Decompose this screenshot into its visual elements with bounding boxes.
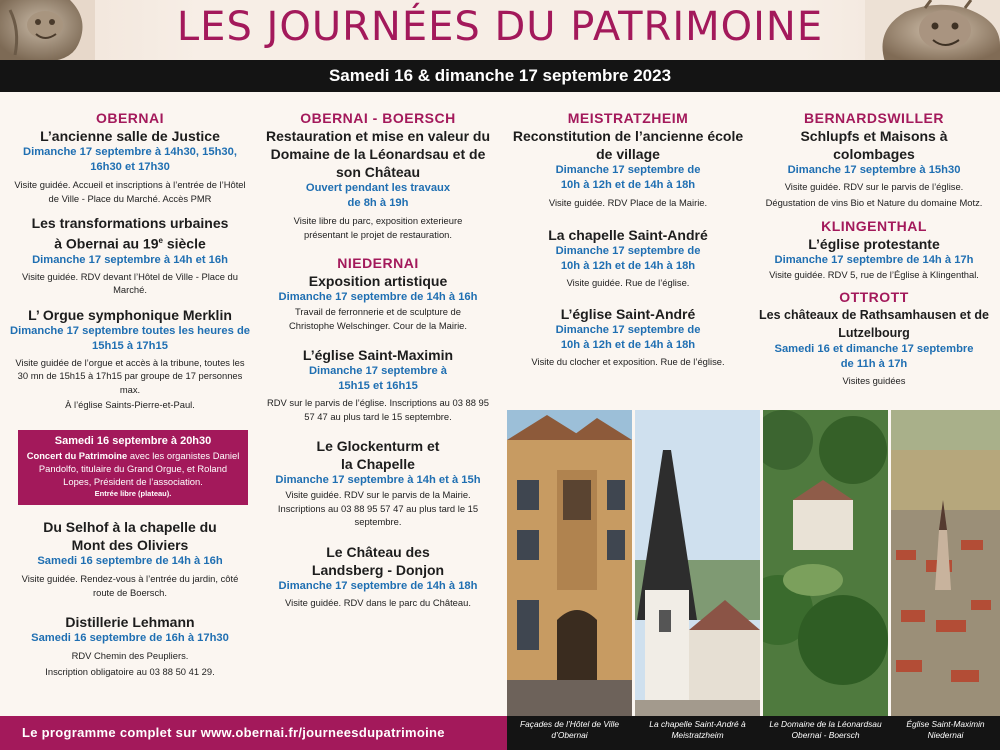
concert-box: [18, 430, 248, 505]
town-heading: NIEDERNAI: [337, 255, 419, 271]
event-time: Samedi 16 septembre de 16h à 17h30: [31, 632, 229, 644]
superscript: e: [158, 236, 163, 245]
event-description: Visite guidée. RDV sur le parvis de la Mairie. Inscriptions au 03 88 95 57 47 au plus tard le 15 septembre.: [277, 489, 479, 527]
event-block: [262, 272, 494, 332]
event-time: Dimanche 17 septembre à 15h15 et 16h15: [308, 365, 448, 392]
event-description: Visites guidées: [842, 374, 906, 386]
event-description: Visite guidée. Rendez-vous à l’entrée du jardin, côté route de Boersch.: [21, 573, 239, 598]
column-meistratzheim: [506, 100, 750, 378]
program-link-footer[interactable]: Le programme complet sur www.obernai.fr/journeesdupatrimoine: [0, 716, 507, 750]
chapelle-photo: [635, 410, 760, 718]
event-contact: Inscription obligatoire au 03 88 50 41 29.: [45, 665, 215, 677]
town-heading: OBERNAI - BOERSCH: [300, 110, 456, 126]
concert-time: Samedi 16 septembre à 20h30: [54, 435, 212, 447]
column-obernai-boersch: [262, 100, 494, 618]
event-title: Le Château des Landsberg - Donjon: [311, 543, 445, 578]
event-title: La chapelle Saint-André: [548, 226, 708, 243]
eglise-saint-maximin-photo: [891, 410, 1000, 718]
event-block: [752, 235, 996, 282]
event-block: [262, 346, 494, 423]
column-bernardswiller: [752, 100, 996, 396]
event-description: Visite guidée. Accueil et inscriptions à l’entrée de l’Hôtel de Ville - Place du Marché. Accès PMR: [14, 179, 246, 204]
event-time: Dimanche 17 septembre de 10h à 12h et de 14h à 18h: [555, 324, 701, 351]
event-description: Visite du clocher et exposition. Rue de l’église.: [531, 356, 725, 367]
event-time: Dimanche 17 septembre à 14h et 16h: [32, 253, 228, 266]
event-block: [752, 127, 996, 209]
event-description: Visite guidée. RDV 5, rue de l’Église à Klingenthal.: [769, 269, 979, 280]
event-block: [10, 518, 250, 599]
event-time: Dimanche 17 septembre à 14h30, 15h30, 16h30 et 17h30: [23, 146, 237, 173]
event-block: [506, 305, 750, 369]
event-title: Du Selhof à la chapelle du Mont des Oliviers: [43, 519, 217, 553]
concert-description: [24, 449, 242, 488]
event-time: Dimanche 17 septembre toutes les heures de 15h15 à 17h15: [10, 324, 251, 352]
event-time: Ouvert pendant les travaux de 8h à 19h: [305, 182, 451, 209]
event-title: Reconstitution de l’ancienne école de village: [512, 128, 744, 162]
town-heading: OBERNAI: [95, 110, 165, 126]
event-time: Dimanche 17 septembre à 15h30: [787, 164, 961, 176]
date-banner: Samedi 16 & dimanche 17 septembre 2023: [0, 60, 1000, 92]
photo-caption: Église Saint-Maximin Niedernai: [906, 719, 985, 740]
event-block: [10, 613, 250, 678]
event-title-part: siècle: [162, 235, 206, 252]
event-time: Dimanche 17 septembre de 10h à 12h et de 14h à 18h: [555, 164, 701, 191]
town-heading: OTTROTT: [839, 288, 909, 305]
event-block: [506, 226, 750, 290]
event-description: Visite guidée de l’orgue et accès à la tribune, toutes les 30 mn de 15h15 à 17h15 par groupe de 17 personnes max.: [15, 356, 245, 395]
event-title: Distillerie Lehmann: [65, 614, 195, 630]
concert-text: avec les organistes Daniel Pandolfo, titulaire du Grand Orgue, et Roland Lopes, Président de l’association.: [38, 450, 240, 487]
hotel-de-ville-photo: [507, 410, 632, 718]
event-title: L’église Saint-Maximin: [302, 347, 454, 363]
event-title: Exposition artistique: [308, 273, 448, 289]
event-time: Dimanche 17 septembre de 14h à 17h: [774, 254, 974, 266]
event-time: Dimanche 17 septembre à 14h et à 15h: [275, 474, 481, 486]
event-description: Visite guidée. RDV sur le parvis de l’église.: [784, 181, 964, 192]
event-block: [262, 437, 494, 529]
event-block: [262, 543, 494, 610]
event-title: L’ancienne salle de Justice: [40, 128, 220, 144]
concert-title: Concert du Patrimoine: [26, 450, 128, 461]
event-title: Schlupfs et Maisons à colombages: [800, 128, 948, 162]
event-block: [10, 214, 250, 297]
event-description: Travail de ferronnerie et de sculpture de Christophe Welschinger. Cour de la Mairie.: [288, 306, 468, 331]
column-obernai: [10, 100, 250, 421]
page-title: LES JOURNÉES DU PATRIMOINE: [176, 4, 824, 50]
event-description: Visite libre du parc, exposition exterieure présentant le projet de restauration.: [293, 215, 463, 240]
town-heading: MEISTRATZHEIM: [567, 110, 689, 126]
event-time: Samedi 16 septembre de 14h à 16h: [37, 555, 223, 567]
event-title: Les châteaux de Rathsamhausen et de Lutzelbourg: [759, 307, 989, 340]
domaine-photo: [763, 410, 888, 718]
event-time: Samedi 16 et dimanche 17 septembre de 11h à 17h: [774, 342, 974, 370]
town-heading: BERNARDSWILLER: [804, 110, 944, 126]
concert-note: Entrée libre (plateau).: [94, 489, 172, 498]
event-location: À l’église Saints-Pierre-et-Paul.: [65, 399, 195, 411]
event-description: Visite guidée. RDV devant l’Hôtel de Ville - Place du Marché.: [22, 270, 238, 296]
event-title: Le Glockenturm et la Chapelle: [316, 438, 440, 472]
event-block: [506, 127, 750, 210]
event-description: RDV Chemin des Peupliers.: [71, 650, 189, 661]
photo-caption: La chapelle Saint-André à Meistratzheim: [649, 719, 746, 740]
event-title: Restauration et mise en valeur du Domaine de la Léonardsau et de son Château: [265, 128, 491, 180]
photo-caption: Façades de l’Hôtel de Ville d’Obernai: [519, 719, 619, 740]
event-description: Visite guidée. RDV dans le parc du Château.: [285, 596, 471, 608]
event-block: [10, 306, 250, 412]
event-title: [10, 214, 250, 253]
event-description: RDV sur le parvis de l’église. Inscriptions au 03 88 95 57 47 au plus tard le 15 septembre.: [267, 397, 489, 422]
event-description: Visite guidée. Rue de l’église.: [566, 276, 690, 288]
event-title: L’ Orgue symphonique Merklin: [28, 306, 232, 323]
event-title: L’église Saint-André: [560, 306, 696, 322]
event-time: Dimanche 17 septembre de 14h à 16h: [278, 291, 478, 303]
photo-caption: Le Domaine de la Léonardsau Obernai - Boersch: [769, 719, 882, 740]
event-extra: Dégustation de vins Bio et Nature du domaine Motz.: [765, 196, 983, 208]
town-heading: KLINGENTHAL: [821, 218, 927, 234]
event-title-part: à Obernai au 19: [54, 235, 159, 252]
event-block: [752, 306, 996, 388]
event-description: Visite guidée. RDV Place de la Mairie.: [548, 197, 708, 208]
event-title-part: Les transformations urbaines: [31, 215, 229, 231]
event-block: [10, 127, 250, 205]
event-title: L’église protestante: [808, 236, 940, 252]
event-time: Dimanche 17 septembre de 14h à 18h: [278, 579, 478, 592]
column-obernai-lower: [10, 518, 250, 687]
event-block: [262, 127, 494, 241]
event-time: Dimanche 17 septembre de 10h à 12h et de 14h à 18h: [555, 244, 701, 272]
